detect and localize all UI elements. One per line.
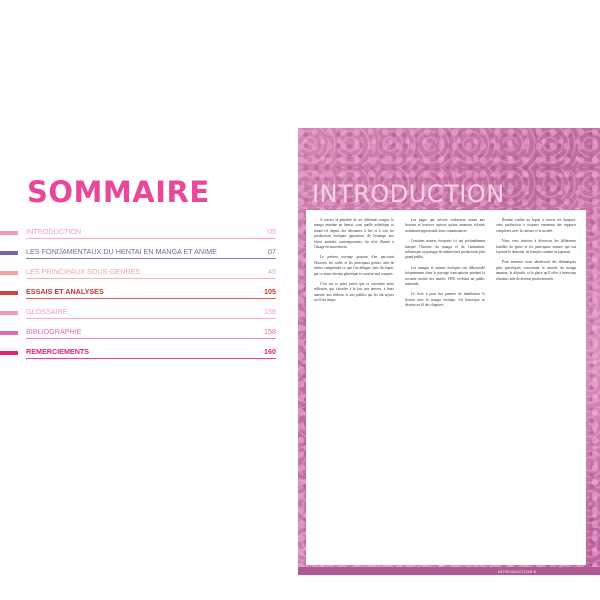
paragraph: Pour terminer, nous aborderons des thématiques plus spécifiques concernant le monde du manga amateur, le dōjinshi, et la place qu'il offre à beaucoup d'auteurs afin de devenir professionnels. <box>496 260 576 281</box>
toc-color-bar <box>0 311 18 315</box>
paragraph: Les mangas et animes érotiques ont déboussolé fréquemment dans le paysage francophone pendant la seconde moitié des années 1990, révélant un public inattendu. <box>405 265 485 287</box>
paragraph: Nous vous invitons à découvrir les différentes familles de genre et les principaux auteurs qui ont façonné le domaine, en français comme en japonais. <box>496 239 576 255</box>
text-column-3 <box>496 218 576 558</box>
text-column-2 <box>405 218 485 558</box>
toc-entry[interactable] <box>0 246 276 260</box>
toc-color-bar <box>0 231 18 235</box>
toc-page-number: 45 <box>268 267 276 276</box>
paragraph: À travers la pluralité de ses différents usages, le manga entraîne au hentai, sous quelle esthétique se donne-t-il depuis des décennies à lire et à voir les productions érotiques japonaises, de l'estampe aux séries animées contemporaines, du récit illustré à l'image en mouvement. <box>314 218 394 250</box>
toc-color-bar <box>0 291 18 295</box>
page-folio: INTRODUCTION 5 <box>498 569 537 574</box>
text-panel <box>306 210 586 565</box>
toc-entry[interactable] <box>0 306 276 320</box>
toc-label: ESSAIS ET ANALYSES <box>26 287 104 296</box>
toc-rule <box>26 318 276 319</box>
toc-label: GLOSSAIRE <box>26 307 68 316</box>
toc-page-number: 105 <box>264 287 276 296</box>
toc-entry[interactable] <box>0 286 276 300</box>
toc-page-number: 07 <box>268 247 276 256</box>
paragraph: Rendue visible au Japon à travers les époques, cette production a toujours entretenu des rapports complexes avec la censure et la société. <box>496 218 576 233</box>
page-title: SOMMAIRE <box>27 175 210 209</box>
toc-label: LES FONDAMENTAUX DU HENTAI EN MANGA ET ANIME <box>26 247 217 256</box>
section-title: INTRODUCTION <box>312 180 505 208</box>
toc-label: LES PRINCIPAUX SOUS-GENRES <box>26 267 141 276</box>
paragraph: Les pages qui suivent s'adressent autant aux lecteurs et lectrices curieux qu'aux amateurs éclairés souhaitant approfondir leurs connaissances. <box>405 218 485 233</box>
toc-rule <box>26 238 276 239</box>
toc-label: BIBLIOGRAPHIE <box>26 327 82 336</box>
toc-color-bar <box>0 351 18 355</box>
toc-color-bar <box>0 251 18 255</box>
paragraph: C'est sur ce point précis que se concentre notre réflexion, qui s'attache à la fois aux œuvres, à leurs auteurs, aux éditeurs et aux publics qui les ont reçues au fil du temps. <box>314 282 394 303</box>
toc-entry[interactable] <box>0 346 276 360</box>
left-page <box>0 0 298 600</box>
right-page <box>298 0 600 600</box>
toc-label: REMERCIEMENTS <box>26 347 90 356</box>
paragraph: Le présent ouvrage propose d'en parcourir l'histoire, les codes et les principaux genres, afin de mieux comprendre ce que l'on désigne, hors du Japon, par ce terme devenu générique et souvent mal compris. <box>314 255 394 276</box>
toc-page-number: 05 <box>268 227 276 236</box>
toc-entry[interactable] <box>0 326 276 340</box>
toc-color-bar <box>0 271 18 275</box>
toc-rule <box>26 358 276 359</box>
toc-rule <box>26 298 276 299</box>
toc-page-number: 160 <box>264 347 276 356</box>
toc-rule <box>26 338 276 339</box>
paragraph: Certaines œuvres évoquées ici ont profondément marqué l'histoire du manga et de l'animation, influençant au passage de nombreuses productions plus grand public. <box>405 239 485 260</box>
text-column-1 <box>314 218 394 558</box>
toc-color-bar <box>0 331 18 335</box>
toc-rule <box>26 278 276 279</box>
toc-label: INTRODUCTION <box>26 227 82 236</box>
toc-entry[interactable] <box>0 266 276 280</box>
pattern-footer-band <box>298 567 600 575</box>
paragraph: Ce livre a pour but premier de familiariser le lecteur avec le manga érotique. Un historique se dessine au fil des chapitres. <box>405 292 485 308</box>
toc-rule <box>26 258 276 259</box>
toc-page-number: 156 <box>264 307 276 316</box>
toc-page-number: 158 <box>264 327 276 336</box>
toc-entry[interactable] <box>0 226 276 240</box>
